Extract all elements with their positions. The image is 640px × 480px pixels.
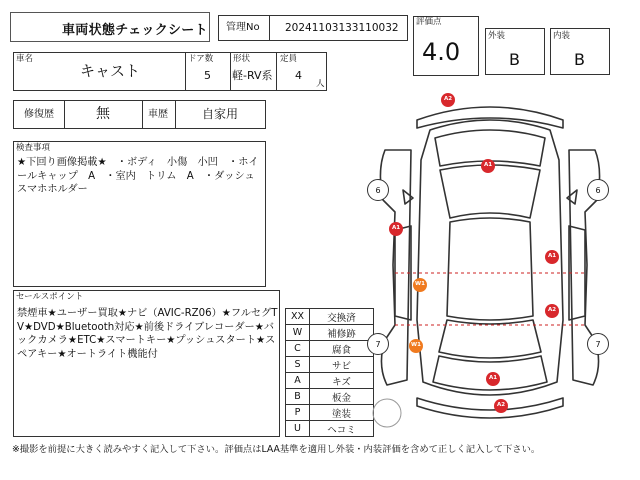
legend-meaning: 交換済 bbox=[327, 312, 356, 324]
usage-label: 車歴 bbox=[148, 109, 168, 120]
mgmt-no-label: 管理No bbox=[226, 22, 260, 33]
legend-code: U bbox=[286, 421, 310, 436]
shape-label: 形状 bbox=[233, 54, 251, 64]
inspection-text: ★下回り画像掲載★ ・ボディ 小傷 小凹 ・ホイールキャップ A ・室内 トリム A ・ダッシュ スマホホルダー bbox=[17, 157, 265, 195]
sheet-title: 車両状態チェックシート bbox=[62, 23, 208, 38]
damage-marker: A2 bbox=[545, 304, 559, 318]
legend-meaning: 補修跡 bbox=[327, 328, 356, 340]
damage-marker: A1 bbox=[481, 159, 495, 173]
inspection-label: 検査事項 bbox=[16, 143, 51, 153]
damage-marker: A2 bbox=[494, 399, 508, 413]
legend-code: P bbox=[286, 405, 310, 420]
doors-label: ドア数 bbox=[188, 54, 214, 64]
legend-code: A bbox=[286, 373, 310, 388]
repair-marker: W1 bbox=[413, 278, 427, 292]
legend-code: XX bbox=[286, 309, 310, 324]
sales-label: セールスポイント bbox=[16, 292, 84, 302]
capacity-value: 4 bbox=[295, 69, 302, 82]
repair-label: 修復歴 bbox=[24, 109, 54, 120]
legend-code: W bbox=[286, 325, 310, 340]
legend-meaning: 板金 bbox=[331, 392, 351, 404]
capacity-label: 定員 bbox=[280, 54, 298, 64]
footer-note: ※撮影を前提に大きく読みやすく記入して下さい。評価点はLAA基準を適用し外装・内装評価を含めて正しく記入して下さい。 bbox=[12, 444, 541, 455]
exterior-value: B bbox=[509, 50, 520, 69]
damage-marker: A2 bbox=[441, 93, 455, 107]
legend-meaning: キズ bbox=[332, 376, 351, 388]
capacity-unit: 人 bbox=[316, 79, 325, 89]
legend-meaning: 塗装 bbox=[331, 408, 351, 420]
wheel-front-right: 6 bbox=[587, 179, 609, 201]
interior-value: B bbox=[574, 50, 585, 69]
usage-value: 自家用 bbox=[202, 107, 239, 121]
damage-marker: A1 bbox=[486, 372, 500, 386]
score-label: 評価点 bbox=[416, 17, 442, 27]
doors-value: 5 bbox=[204, 69, 211, 82]
sales-text: 禁煙車★ユーザー買取★ナビ（AVIC-RZ06）★フルセグTV★DVD★Bluetooth対応★前後ドライブレコーダー★バックカメラ★ETC★スマートキー★プッシュスタート★スペアキー★オートライト機能付 bbox=[17, 308, 278, 360]
mgmt-no-value: 2024110313311​0032 bbox=[285, 22, 399, 34]
legend-code: C bbox=[286, 341, 310, 356]
wheel-rear-left: 7 bbox=[367, 333, 389, 355]
wheel-rear-right: 7 bbox=[587, 333, 609, 355]
exterior-label: 外装 bbox=[488, 31, 506, 41]
car-name-label: 車名 bbox=[16, 54, 34, 64]
damage-marker: A1 bbox=[389, 222, 403, 236]
legend-code: S bbox=[286, 357, 310, 372]
interior-label: 内装 bbox=[553, 31, 571, 41]
damage-marker: A1 bbox=[545, 250, 559, 264]
legend-code: B bbox=[286, 389, 310, 404]
car-name-value: キャスト bbox=[80, 62, 141, 80]
legend-meaning: 腐食 bbox=[331, 344, 351, 356]
score-value: 4.0 bbox=[422, 38, 461, 66]
repair-marker: W1 bbox=[409, 339, 423, 353]
shape-value: 軽-RV系 bbox=[232, 69, 273, 82]
wheel-front-left: 6 bbox=[367, 179, 389, 201]
legend-meaning: サビ bbox=[331, 360, 351, 372]
repair-value: 無 bbox=[96, 106, 110, 122]
spare-tire-circle bbox=[373, 399, 401, 427]
legend-meaning: ヘコミ bbox=[327, 424, 356, 436]
